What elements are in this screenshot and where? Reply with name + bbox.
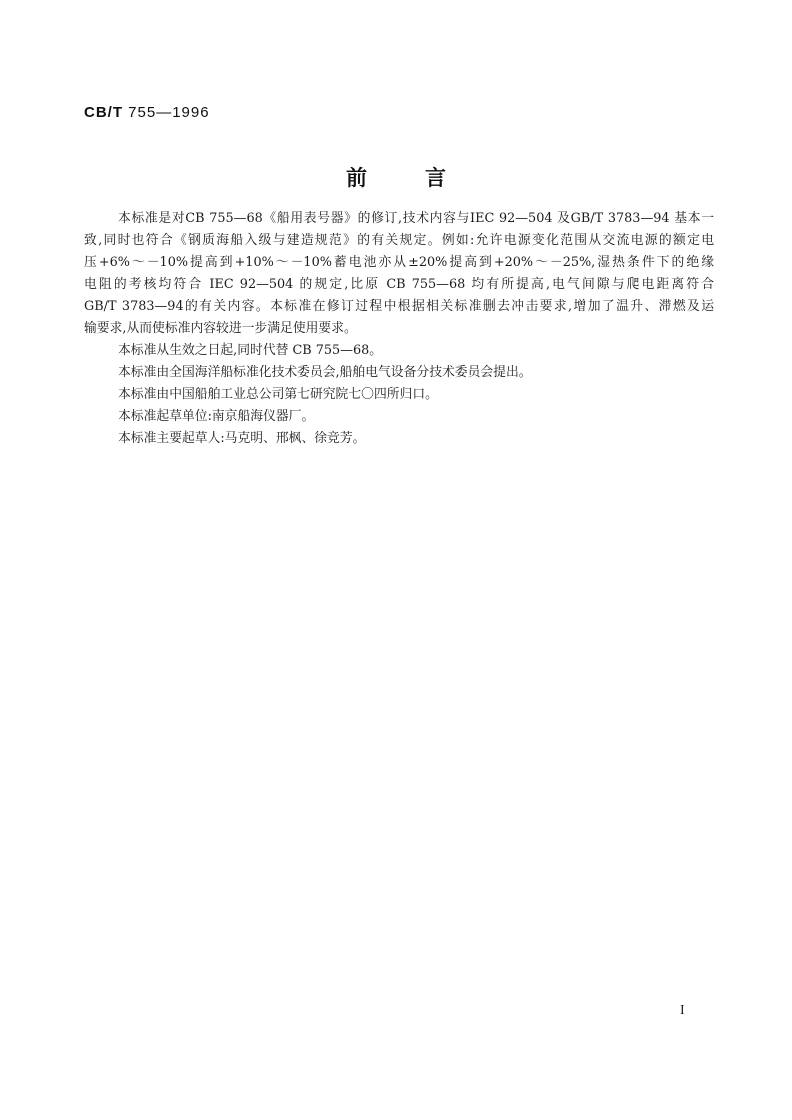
paragraph-1-line-3: 压+6%～－10%提高到+10%～－10%蓄电池亦从±20%提高到+20%～－25%,湿热条件下的绝缘 [84, 255, 714, 270]
page-title-char-2: 言 [425, 166, 446, 190]
paragraph-administered-by: 本标准由中国船舶工业总公司第七研究院七〇四所归口。 [118, 387, 438, 402]
standard-code-number: 755—1996 [123, 104, 210, 121]
paragraph-1-line-1: 本标准是对CB 755—68《船用表号器》的修订,技术内容与IEC 92—504 及GB/T 3783—94 基本一 [118, 211, 714, 226]
standard-code [84, 104, 210, 121]
standard-code-prefix: CB/T [84, 104, 123, 121]
paragraph-supersedes: 本标准从生效之日起,同时代替 CB 755—68。 [118, 343, 383, 358]
paragraph-drafting-unit: 本标准起草单位:南京船海仪器厂。 [118, 409, 315, 424]
page-title [0, 162, 792, 192]
paragraph-1-line-6: 输要求,从而使标准内容较进一步满足使用要求。 [84, 321, 357, 336]
paragraph-1-line-5: GB/T 3783—94的有关内容。本标准在修订过程中根据相关标准删去冲击要求,增加了温升、滞燃及运 [84, 299, 714, 314]
page-number: I [680, 1003, 685, 1018]
paragraph-drafters: 本标准主要起草人:马克明、邢枫、徐竞芳。 [118, 431, 366, 446]
paragraph-1-line-4: 电阻的考核均符合 IEC 92—504 的规定,比原 CB 755—68 均有所提高,电气间隙与爬电距离符合 [84, 277, 714, 292]
foreword-body [84, 208, 714, 450]
paragraph-1-line-2: 致,同时也符合《钢质海船入级与建造规范》的有关规定。例如:允许电源变化范围从交流电源的额定电 [84, 233, 714, 248]
paragraph-proposed-by: 本标准由全国海洋船标准化技术委员会,船舶电气设备分技术委员会提出。 [118, 365, 532, 380]
page-title-char-1: 前 [346, 166, 367, 190]
